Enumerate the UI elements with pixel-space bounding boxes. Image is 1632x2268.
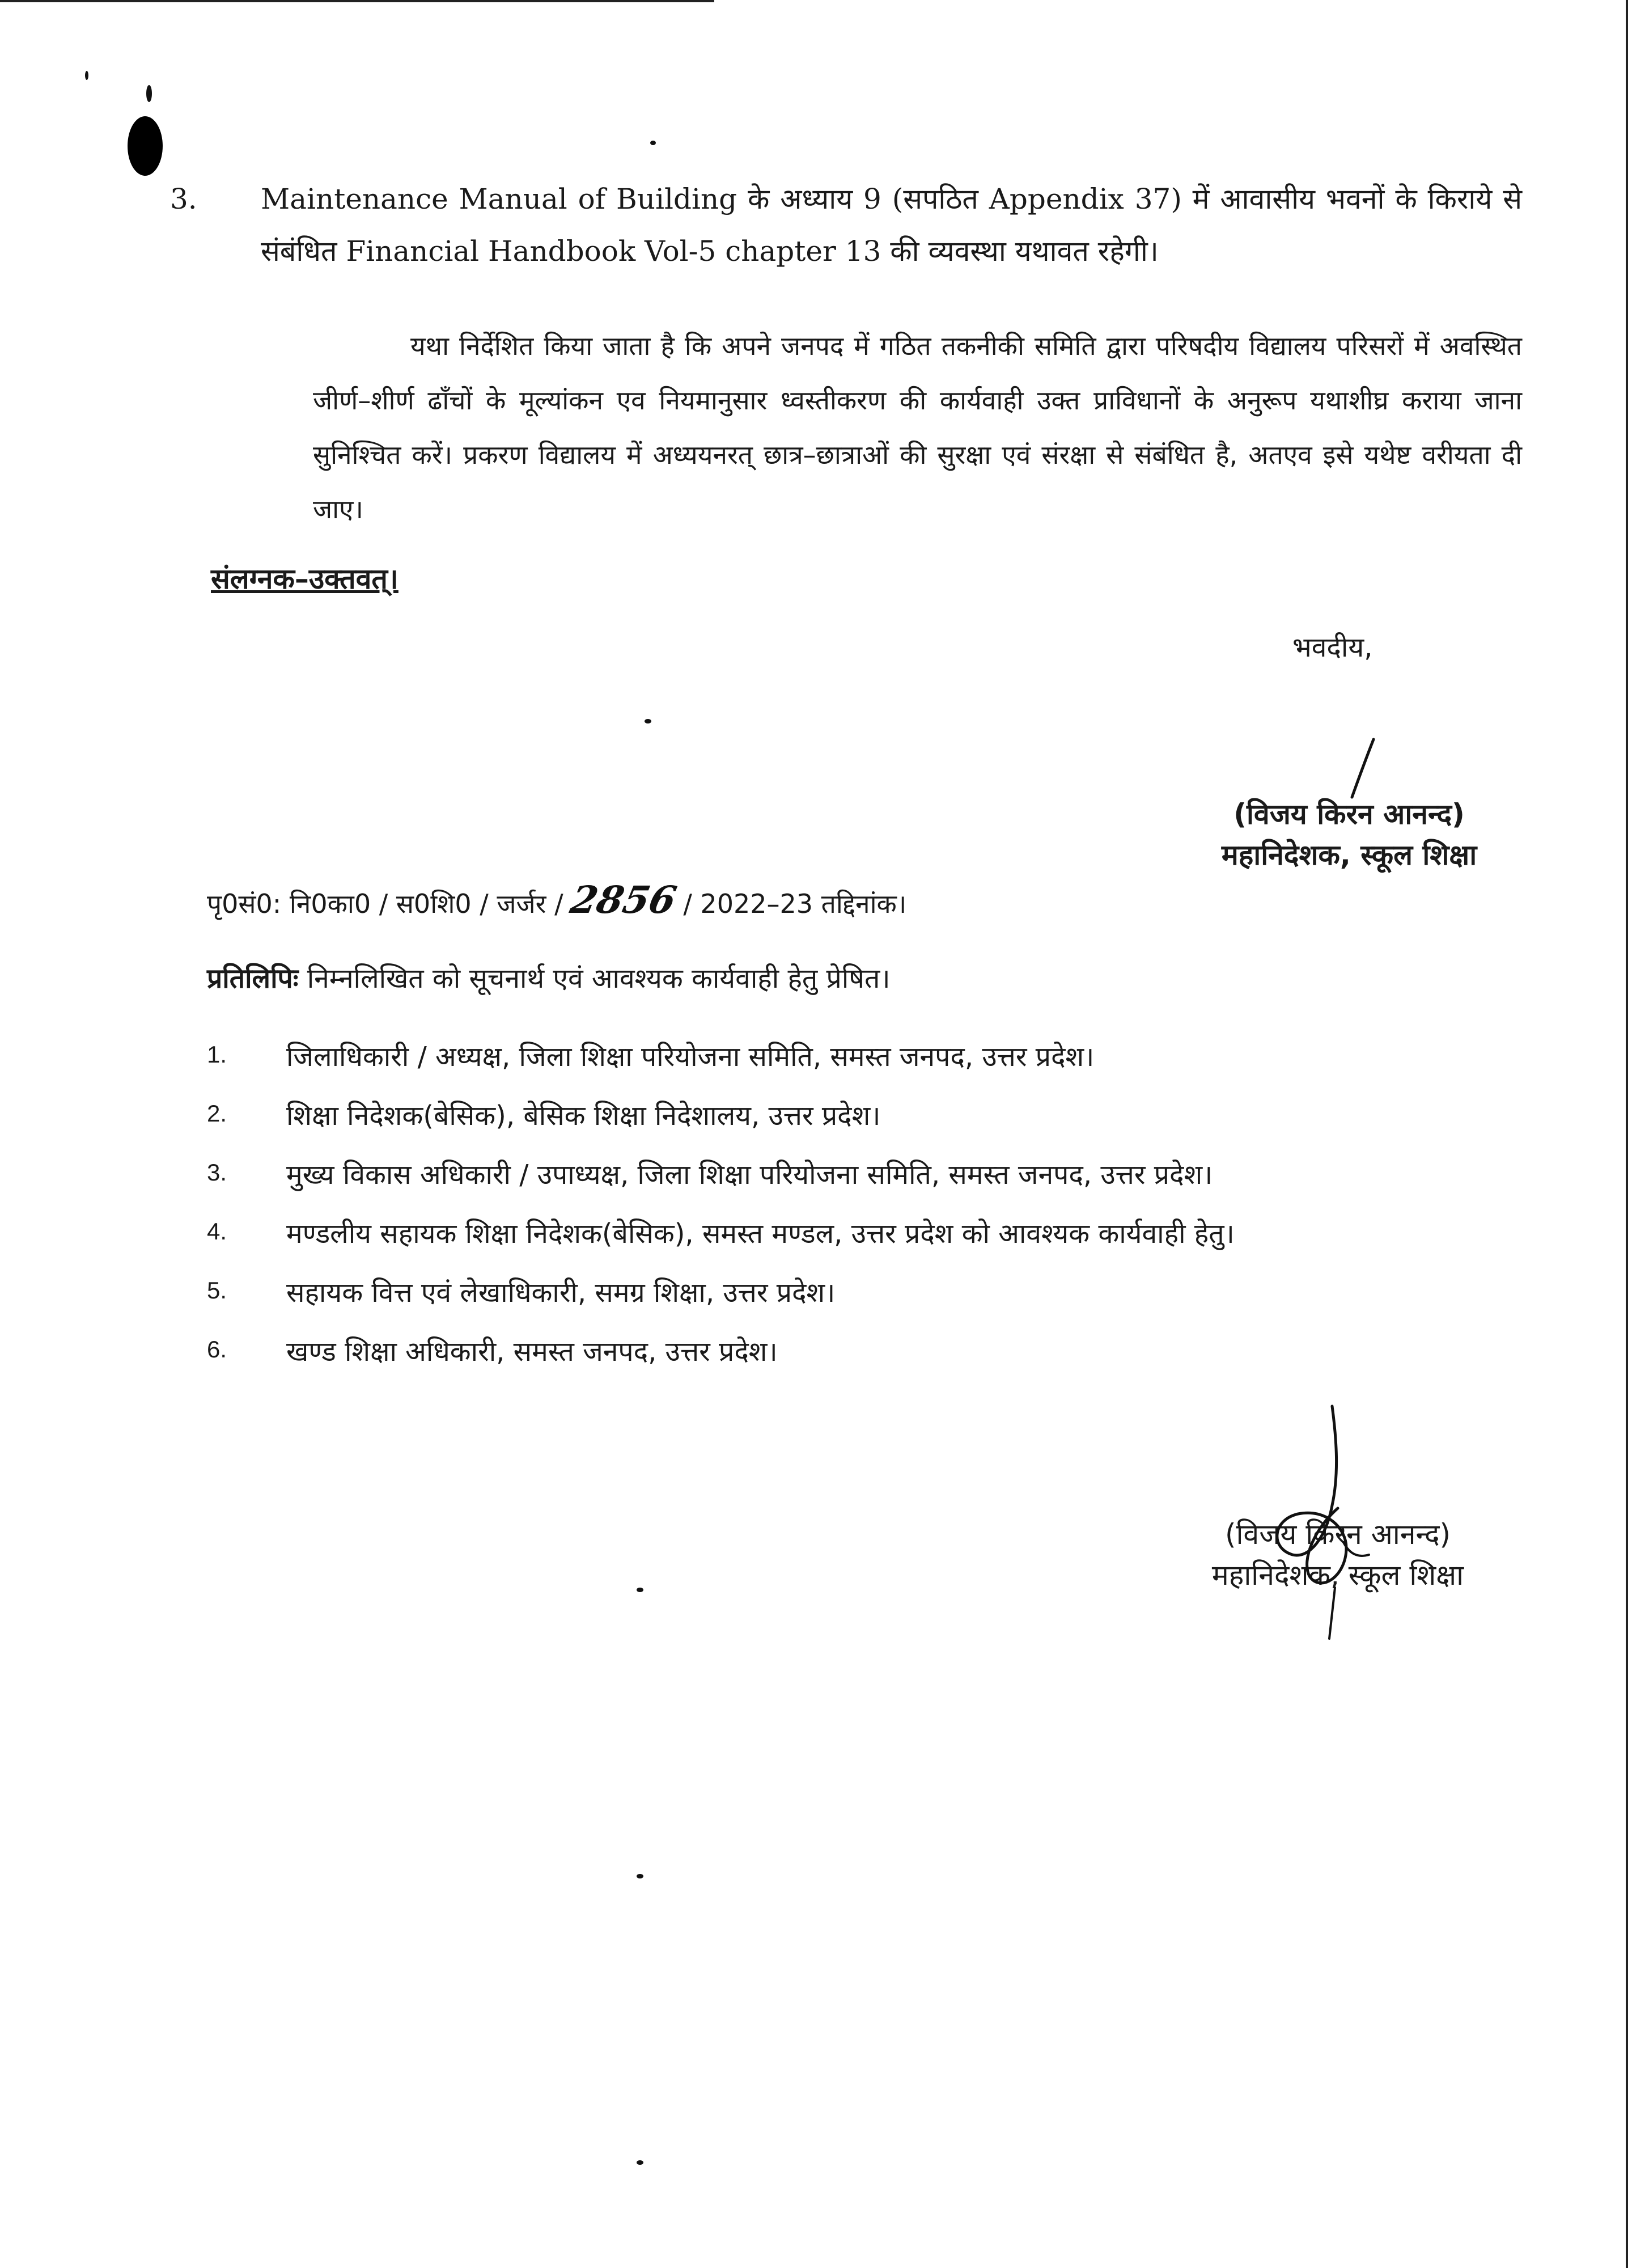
list-item bbox=[207, 1215, 1235, 1273]
reference-prefix: पृ0सं0: नि0का0 / स0शि0 / जर्जर / bbox=[207, 888, 563, 919]
paragraph-3 bbox=[170, 173, 1522, 277]
list-index: 2. bbox=[207, 1100, 227, 1127]
reference-suffix: / 2022–23 तद्दिनांक। bbox=[683, 888, 907, 919]
signatory-designation: महानिदेशक, स्कूल शिक्षा bbox=[1221, 839, 1477, 871]
scan-speck bbox=[637, 1588, 643, 1592]
list-text: मण्डलीय सहायक शिक्षा निदेशक(बेसिक), समस्त मण्डल, उत्तर प्रदेश को आवश्यक कार्यवाही हेतु। bbox=[286, 1218, 1235, 1250]
list-item bbox=[207, 1332, 1235, 1391]
reference-number: 2856 bbox=[566, 878, 680, 922]
scan-speck bbox=[637, 1874, 643, 1878]
signature-1 bbox=[1341, 737, 1386, 799]
copy-to-text: निम्नलिखित को सूचनार्थ एवं आवश्यक कार्यवाही हेतु प्रेषित। bbox=[307, 963, 891, 995]
signatory-name: (विजय किरन आनन्द) bbox=[1224, 1518, 1451, 1551]
reference-line bbox=[207, 878, 906, 922]
copy-to-line bbox=[207, 959, 891, 996]
paragraph-3-text: Maintenance Manual of Building के अध्याय 9 (सपठित Appendix 37) में आवासीय भवनों के किराये से संबंधित Financial Handbook Vol-5 chapter 13 की व्यवस्था यथावत रहेगी। bbox=[261, 183, 1522, 268]
list-item bbox=[207, 1038, 1235, 1097]
list-index: 5. bbox=[207, 1277, 227, 1304]
signature-2 bbox=[1247, 1406, 1394, 1644]
scan-speck bbox=[645, 719, 651, 723]
list-item bbox=[207, 1273, 1235, 1332]
recipient-list bbox=[207, 1038, 1235, 1391]
scan-speck bbox=[650, 141, 656, 145]
scan-speck bbox=[146, 85, 152, 102]
scan-speck bbox=[85, 71, 88, 80]
scan-right-edge bbox=[1626, 0, 1628, 2268]
signatory-name: (विजय किरन आनन्द) bbox=[1233, 798, 1465, 831]
directive-paragraph: यथा निर्देशित किया जाता है कि अपने जनपद में गठित तकनीकी समिति द्वारा परिषदीय विद्यालय परिसरों में अवस्थित जीर्ण–शीर्ण ढाँचों के मूल्यांकन एव नियमानुसार ध्वस्तीकरण की कार्यवाही उक्त प्राविधानों के अनुरूप यथाशीघ्र कराया जाना सुनिश्चित करें। प्रकरण विद्यालय में अध्ययनरत् छात्र–छात्राओं की सुरक्षा एवं संरक्षा से संबंधित है, अतएव इसे यथेष्ट वरीयता दी जाए। bbox=[313, 331, 1522, 524]
list-index: 1. bbox=[207, 1041, 227, 1068]
list-text: शिक्षा निदेशक(बेसिक), बेसिक शिक्षा निदेशालय, उत्तर प्रदेश। bbox=[286, 1100, 881, 1132]
list-text: जिलाधिकारी / अध्यक्ष, जिला शिक्षा परियोजना समिति, समस्त जनपद, उत्तर प्रदेश। bbox=[286, 1041, 1095, 1073]
paragraph-number: 3. bbox=[170, 183, 197, 215]
signatory-designation: महानिदेशक, स्कूल शिक्षा bbox=[1211, 1559, 1464, 1592]
list-item bbox=[207, 1156, 1235, 1215]
punch-hole-mark bbox=[128, 116, 163, 176]
attachment-note: संलग्नक–उक्तवत्। bbox=[211, 562, 399, 595]
list-text: खण्ड शिक्षा अधिकारी, समस्त जनपद, उत्तर प्रदेश। bbox=[286, 1336, 778, 1368]
list-index: 3. bbox=[207, 1159, 227, 1186]
signatory-block-1 bbox=[1190, 794, 1508, 875]
scan-speck bbox=[637, 2160, 643, 2165]
list-index: 4. bbox=[207, 1218, 227, 1245]
copy-to-label: प्रतिलिपिः bbox=[207, 963, 299, 995]
scan-top-edge bbox=[0, 0, 714, 2]
salutation: भवदीय, bbox=[1292, 632, 1373, 663]
list-text: सहायक वित्त एवं लेखाधिकारी, समग्र शिक्षा, उत्तर प्रदेश। bbox=[286, 1277, 836, 1309]
list-item bbox=[207, 1097, 1235, 1156]
list-text: मुख्य विकास अधिकारी / उपाध्यक्ष, जिला शिक्षा परियोजना समिति, समस्त जनपद, उत्तर प्रदेश। bbox=[286, 1159, 1213, 1191]
list-index: 6. bbox=[207, 1336, 227, 1363]
